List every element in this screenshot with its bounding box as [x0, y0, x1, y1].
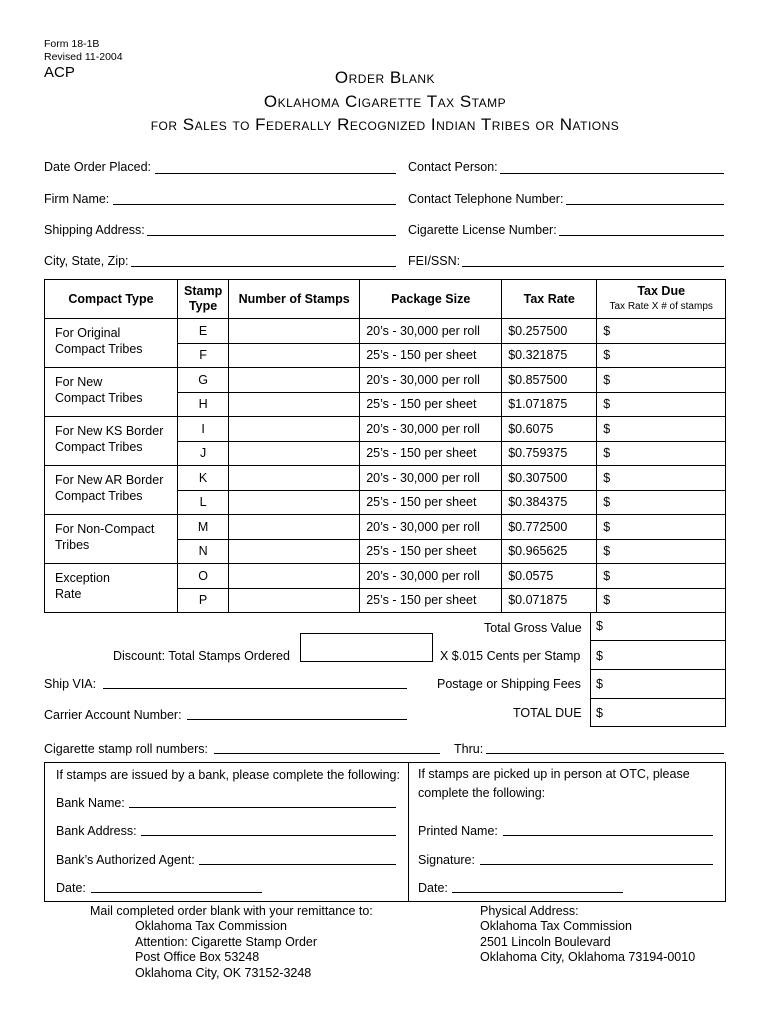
stamp-type-cell: M [178, 515, 229, 540]
tax-due-input[interactable]: $ [597, 441, 726, 466]
bank-name-field[interactable] [129, 807, 396, 808]
group-name-line2: Compact Tribes [55, 440, 143, 454]
package-size-cell: 20’s - 30,000 per roll [360, 466, 502, 491]
tax-rate-cell: $0.857500 [502, 368, 597, 393]
package-size-cell: 20’s - 30,000 per roll [360, 319, 502, 344]
city-state-zip-label: City, State, Zip: [44, 254, 129, 268]
date-order-placed-field[interactable] [155, 173, 396, 174]
compact-group-exception [45, 564, 178, 613]
thru-field[interactable] [486, 753, 724, 754]
number-of-stamps-input[interactable] [229, 515, 360, 540]
discount-label: Discount: Total Stamps Ordered [113, 649, 290, 663]
stamp-type-cell: J [178, 441, 229, 466]
tax-due-input[interactable]: $ [597, 343, 726, 368]
number-of-stamps-input[interactable] [229, 392, 360, 417]
group-name-line2: Compact Tribes [55, 391, 143, 405]
header-compact-type: Compact Type [45, 280, 178, 319]
header-tax-rate: Tax Rate [502, 280, 597, 319]
group-name-line2: Compact Tribes [55, 489, 143, 503]
compact-group-ar-border [45, 466, 178, 515]
contact-phone-field[interactable] [566, 204, 724, 205]
contact-person-label: Contact Person: [408, 160, 498, 174]
number-of-stamps-input[interactable] [229, 417, 360, 442]
mailing-line4: Oklahoma City, OK 73152-3248 [135, 966, 312, 980]
shipping-address-label: Shipping Address: [44, 223, 145, 237]
stamp-type-cell: I [178, 417, 229, 442]
bank-agent-field[interactable] [199, 864, 396, 865]
title-tax-stamp: Oklahoma Cigarette Tax Stamp [263, 92, 507, 111]
tax-rate-cell: $0.257500 [502, 319, 597, 344]
table-row [45, 417, 726, 442]
stamp-type-cell: N [178, 539, 229, 564]
ship-via-label: Ship VIA: [44, 677, 97, 691]
tax-rate-cell: $0.759375 [502, 441, 597, 466]
table-header-row [45, 280, 726, 319]
bank-address-field[interactable] [141, 835, 396, 836]
number-of-stamps-input[interactable] [229, 343, 360, 368]
license-number-field[interactable] [559, 235, 724, 236]
mailing-intro: Mail completed order blank with your remittance to: [90, 904, 373, 918]
tax-rate-cell: $0.6075 [502, 417, 597, 442]
totals-divider [590, 669, 725, 670]
package-size-cell: 25’s - 150 per sheet [360, 539, 502, 564]
package-size-cell: 20’s - 30,000 per roll [360, 515, 502, 540]
bank-date-label: Date: [56, 881, 86, 895]
shipping-address-field[interactable] [147, 235, 396, 236]
bank-agent-label: Bank’s Authorized Agent: [56, 853, 195, 867]
group-name-line1: For New AR Border [55, 473, 164, 487]
number-of-stamps-input[interactable] [229, 564, 360, 589]
otc-intro-line1: If stamps are picked up in person at OTC, please [418, 767, 690, 781]
tax-due-input[interactable]: $ [597, 588, 726, 613]
carrier-account-field[interactable] [187, 719, 407, 720]
stamp-type-cell: O [178, 564, 229, 589]
package-size-cell: 20’s - 30,000 per roll [360, 417, 502, 442]
tax-rate-cell: $0.0575 [502, 564, 597, 589]
ship-via-field[interactable] [103, 688, 407, 689]
fei-ssn-field[interactable] [462, 266, 724, 267]
tax-rate-cell: $0.384375 [502, 490, 597, 515]
stamp-type-cell: K [178, 466, 229, 491]
roll-numbers-field[interactable] [214, 753, 440, 754]
stamp-type-cell: G [178, 368, 229, 393]
totals-divider [590, 698, 725, 699]
header-stamp-type-line1: Stamp [184, 284, 223, 298]
tax-rate-cell: $0.071875 [502, 588, 597, 613]
tax-rate-cell: $0.965625 [502, 539, 597, 564]
total-stamps-ordered-input[interactable] [300, 633, 433, 662]
otc-date-field[interactable] [452, 892, 623, 893]
package-size-cell: 20’s - 30,000 per roll [360, 368, 502, 393]
stamp-type-cell: E [178, 319, 229, 344]
form-number: Form 18-1B [44, 38, 100, 50]
revised-date: Revised 11-2004 [44, 51, 123, 63]
package-size-cell: 25’s - 150 per sheet [360, 392, 502, 417]
group-name-line1: For New KS Border [55, 424, 164, 438]
stamp-type-cell: F [178, 343, 229, 368]
tax-due-input[interactable]: $ [597, 490, 726, 515]
bank-intro: If stamps are issued by a bank, please complete the following: [56, 768, 400, 782]
tax-rate-cell: $0.772500 [502, 515, 597, 540]
group-name-line2: Tribes [55, 538, 90, 552]
header-tax-due-title: Tax Due [637, 284, 686, 298]
carrier-account-label: Carrier Account Number: [44, 708, 182, 722]
header-package-size: Package Size [360, 280, 502, 319]
bank-address-label: Bank Address: [56, 824, 137, 838]
license-number-label: Cigarette License Number: [408, 223, 557, 237]
tax-due-input[interactable]: $ [597, 466, 726, 491]
fei-ssn-label: FEI/SSN: [408, 254, 461, 268]
compact-group-ks-border [45, 417, 178, 466]
roll-numbers-label: Cigarette stamp roll numbers: [44, 742, 208, 756]
mailing-line2: Attention: Cigarette Stamp Order [135, 935, 318, 949]
number-of-stamps-input[interactable] [229, 490, 360, 515]
tax-due-input[interactable]: $ [597, 515, 726, 540]
header-tax-due [597, 280, 726, 319]
package-size-cell: 20’s - 30,000 per roll [360, 564, 502, 589]
compact-group-new [45, 368, 178, 417]
table-row [45, 515, 726, 540]
firm-name-field[interactable] [113, 204, 396, 205]
discount-rate-label: X $.015 Cents per Stamp [440, 649, 581, 663]
bank-name-label: Bank Name: [56, 796, 125, 810]
otc-intro-line2: complete the following: [418, 786, 546, 800]
title-order-blank: Order Blank [334, 68, 436, 87]
compact-group-original [45, 319, 178, 368]
total-due-input[interactable]: $ [596, 706, 603, 720]
tax-due-input[interactable]: $ [597, 392, 726, 417]
signature-label: Signature: [418, 853, 475, 867]
group-name-line1: Exception [55, 571, 110, 585]
package-size-cell: 25’s - 150 per sheet [360, 441, 502, 466]
printed-name-field[interactable] [503, 835, 713, 836]
contact-phone-label: Contact Telephone Number: [408, 192, 564, 206]
firm-name-label: Firm Name: [44, 192, 110, 206]
header-stamp-type [178, 280, 229, 319]
stamp-type-cell: P [178, 588, 229, 613]
printed-name-label: Printed Name: [418, 824, 498, 838]
tax-rate-cell: $1.071875 [502, 392, 597, 417]
contact-person-field[interactable] [500, 173, 724, 174]
package-size-cell: 25’s - 150 per sheet [360, 490, 502, 515]
total-gross-value-label: Total Gross Value [484, 621, 582, 635]
postage-input[interactable]: $ [596, 677, 603, 691]
number-of-stamps-input[interactable] [229, 539, 360, 564]
total-due-label: TOTAL DUE [513, 706, 582, 720]
physical-line1: Oklahoma Tax Commission [480, 919, 632, 933]
otc-date-label: Date: [418, 881, 448, 895]
bank-date-field[interactable] [91, 892, 262, 893]
stamp-order-table [44, 279, 726, 613]
table-row [45, 564, 726, 589]
stamp-type-cell: H [178, 392, 229, 417]
group-name-line2: Rate [55, 587, 82, 601]
physical-intro: Physical Address: [480, 904, 579, 918]
signature-field[interactable] [480, 864, 713, 865]
tax-due-input[interactable]: $ [597, 368, 726, 393]
group-name-line1: For Original [55, 326, 121, 340]
mailing-line1: Oklahoma Tax Commission [135, 919, 287, 933]
package-size-cell: 25’s - 150 per sheet [360, 343, 502, 368]
thru-label: Thru: [454, 742, 484, 756]
total-gross-value-input[interactable]: $ [596, 619, 603, 633]
tax-due-input[interactable]: $ [597, 319, 726, 344]
number-of-stamps-input[interactable] [229, 441, 360, 466]
postage-label: Postage or Shipping Fees [437, 677, 581, 691]
tax-rate-cell: $0.307500 [502, 466, 597, 491]
number-of-stamps-input[interactable] [229, 368, 360, 393]
group-name-line1: For New [55, 375, 103, 389]
stamp-type-cell: L [178, 490, 229, 515]
tax-due-input[interactable]: $ [597, 417, 726, 442]
table-row [45, 319, 726, 344]
compact-group-non-compact [45, 515, 178, 564]
package-size-cell: 25’s - 150 per sheet [360, 588, 502, 613]
group-name-line1: For Non-Compact [55, 522, 155, 536]
tax-due-input[interactable]: $ [597, 539, 726, 564]
discount-input[interactable]: $ [596, 649, 603, 663]
header-tax-due-sub: Tax Rate X # of stamps [609, 301, 713, 312]
mailing-line3: Post Office Box 53248 [135, 950, 260, 964]
header-number-of-stamps: Number of Stamps [229, 280, 360, 319]
title-sales-tribes: for Sales to Federally Recognized Indian Tribes or Nations [150, 115, 620, 134]
group-name-line2: Compact Tribes [55, 342, 143, 356]
tax-rate-cell: $0.321875 [502, 343, 597, 368]
number-of-stamps-input[interactable] [229, 588, 360, 613]
table-row [45, 368, 726, 393]
table-row [45, 466, 726, 491]
header-stamp-type-line2: Type [188, 299, 218, 313]
totals-divider [590, 640, 725, 641]
date-order-placed-label: Date Order Placed: [44, 160, 151, 174]
form-code: ACP [44, 64, 75, 81]
physical-line2: 2501 Lincoln Boulevard [480, 935, 611, 949]
physical-line3: Oklahoma City, Oklahoma 73194-0010 [480, 950, 696, 964]
city-state-zip-field[interactable] [131, 266, 396, 267]
number-of-stamps-input[interactable] [229, 319, 360, 344]
number-of-stamps-input[interactable] [229, 466, 360, 491]
tax-due-input[interactable]: $ [597, 564, 726, 589]
